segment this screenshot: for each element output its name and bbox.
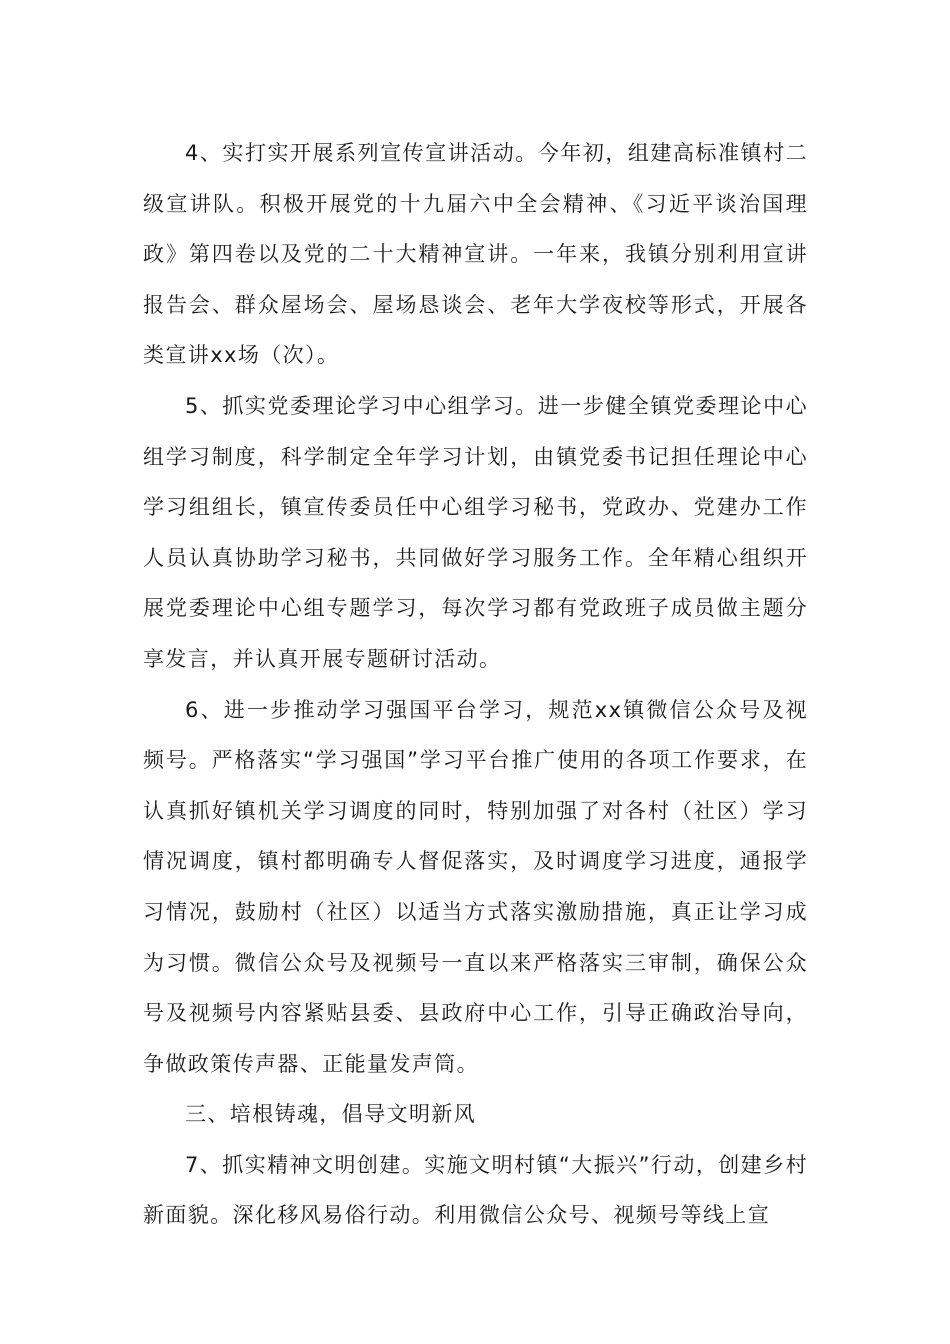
paragraph-5: 5、抓实党委理论学习中心组学习。进一步健全镇党委理论中心组学习制度，科学制定全年学习计划，由镇党委书记担任理论中心学习组组长，镇宣传委员任中心组学习秘书，党政办、党建办工作人员认真协助学习秘书，共同做好学习服务工作。全年精心组织开展党委理论中心组专题学习，每次学习都有党政班子成员做主题分享发言，并认真开展专题研讨活动。 [143, 393, 808, 671]
paragraph-4: 4、实打实开展系列宣传宣讲活动。今年初，组建高标准镇村二级宣讲队。积极开展党的十九届六中全会精神、《习近平谈治国理政》第四卷以及党的二十大精神宣讲。一年来，我镇分别利用宣讲报告会、群众屋场会、屋场恳谈会、老年大学夜校等形式，开展各类宣讲xx场（次）。 [143, 141, 808, 368]
paragraph-6: 6、进一步推动学习强国平台学习，规范xx镇微信公众号及视频号。严格落实“学习强国”学习平台推广使用的各项工作要求，在认真抓好镇机关学习调度的同时，特别加强了对各村（社区）学习情况调度，镇村都明确专人督促落实，及时调度学习进度，通报学习情况，鼓励村（社区）以适当方式落实激励措施，真正让学习成为习惯。微信公众号及视频号一直以来严格落实三审制，确保公众号及视频号内容紧贴县委、县政府中心工作，引导正确政治导向，争做政策传声器、正能量发声筒。 [143, 697, 808, 1076]
document-body [143, 128, 808, 1241]
section-heading-3: 三、培根铸魂，倡导文明新风 [185, 1102, 477, 1127]
paragraph-7: 7、抓实精神文明创建。实施文明村镇“大振兴”行动，创建乡村新面貌。深化移风易俗行动。利用微信公众号、视频号等线上宣 [143, 1152, 808, 1228]
